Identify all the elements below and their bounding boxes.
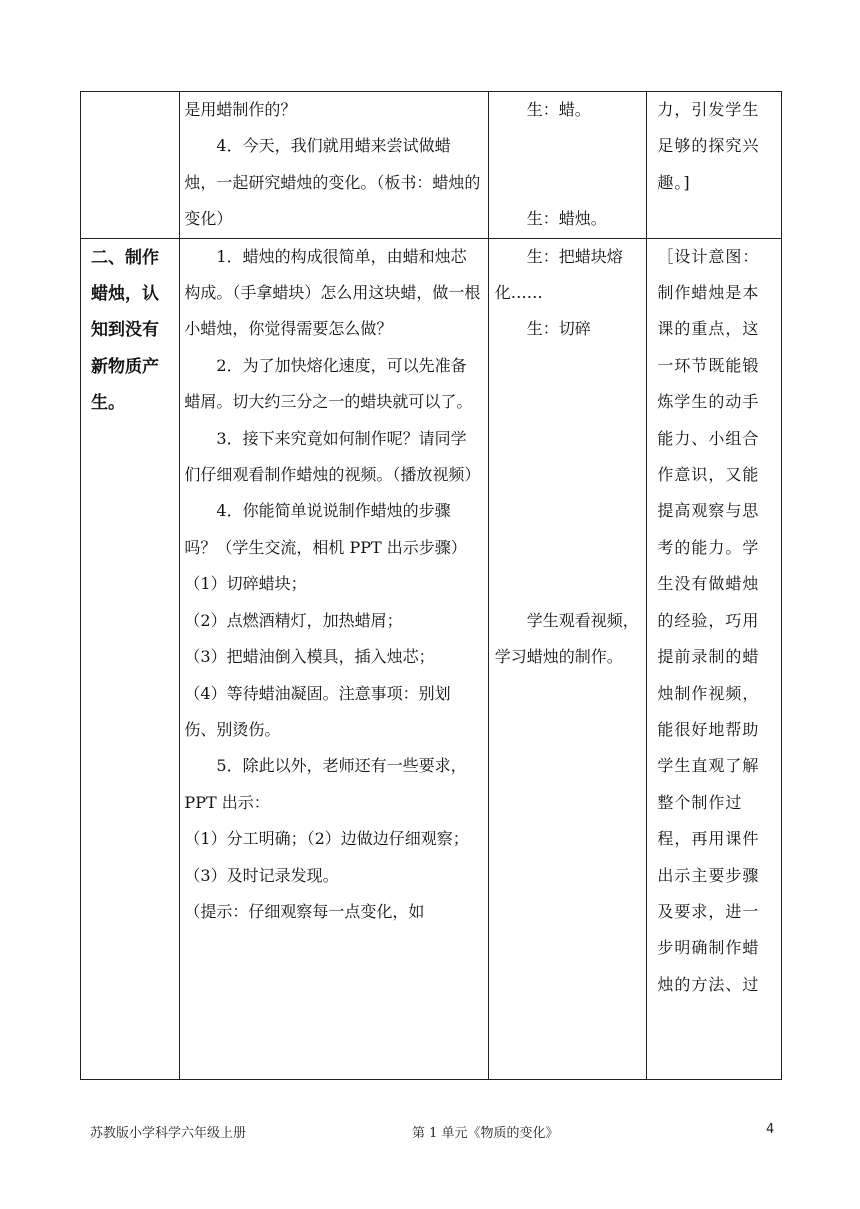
list-item: （1）分工明确；（2）边做边仔细观察；（3）及时记录发现。 <box>184 829 469 885</box>
paragraph: 1．蜡烛的构成很简单，由蜡和烛芯构成。（手拿蜡块）怎么用这块蜡，做一根小蜡烛，你觉得需要怎么做？ <box>184 246 481 339</box>
paragraph: 生：蜡烛。 <box>526 209 607 229</box>
design-intent-cell: 力，引发学生足够的探究兴趣。] <box>647 92 782 239</box>
list-item: （2）点燃酒精灯，加热蜡屑； <box>184 610 403 630</box>
footer-unit-title: 第 1 单元《物质的变化》 <box>412 1126 559 1141</box>
stage-cell <box>81 238 180 1079</box>
paragraph: 是用蜡制作的？ <box>184 100 297 119</box>
teacher-activity-cell <box>180 238 488 1079</box>
stage-cell <box>81 92 180 239</box>
paragraph: 4．你能简单说说制作蜡烛的步骤吗？（学生交流，相机 PPT 出示步骤） <box>184 501 467 557</box>
lesson-plan-table <box>80 91 782 1080</box>
list-item: （1）切碎蜡块； <box>184 574 307 594</box>
paragraph: 学生观看视频，学习蜡烛的制作。 <box>494 610 639 666</box>
footer-book-title: 苏教版小学科学六年级上册 <box>90 1126 247 1141</box>
paragraph: 5．除此以外，老师还有一些要求，PPT 出示： <box>184 756 467 812</box>
table-row <box>81 92 782 239</box>
list-item: （3）把蜡油倒入模具，插入烛芯； <box>184 647 435 667</box>
student-activity-cell <box>488 238 647 1079</box>
teacher-activity-cell <box>180 92 488 239</box>
table-row <box>81 238 782 1079</box>
design-intent-cell: ［设计意图：制作蜡烛是本课的重点，这一环节既能锻炼学生的动手能力、小组合作意识，又能提高观察与思考的能力。学生没有做蜡烛的经验，巧用提前录制的蜡烛制作视频，能很好地帮助学生直观了解整个制作过程，再用课件出示主要步骤及要求，进一步明确制作蜡烛的方法、过 <box>647 238 782 1079</box>
page-number: 4 <box>766 1122 775 1137</box>
paragraph: （提示：仔细观察每一点变化，如 <box>184 901 425 921</box>
paragraph: 生：蜡。 <box>526 100 591 119</box>
student-activity-cell <box>488 92 647 239</box>
paragraph: 生：把蜡块熔化…… <box>494 246 623 303</box>
paragraph: 4．今天，我们就用蜡来尝试做蜡烛，一起研究蜡烛的变化。（板书：蜡烛的变化） <box>184 136 481 229</box>
paragraph: 3．接下来究竟如何制作呢？请同学们仔细观看制作蜡烛的视频。（播放视频） <box>184 428 481 485</box>
section-title: 二、制作蜡烛，认知到没有新物质产生。 <box>91 247 159 414</box>
list-item: （4）等待蜡油凝固。注意事项：别划伤、别烫伤。 <box>184 683 451 739</box>
paragraph: 2．为了加快熔化速度，可以先准备蜡屑。切大约三分之一的蜡块就可以了。 <box>184 355 473 412</box>
paragraph: 生：切碎 <box>526 319 591 339</box>
